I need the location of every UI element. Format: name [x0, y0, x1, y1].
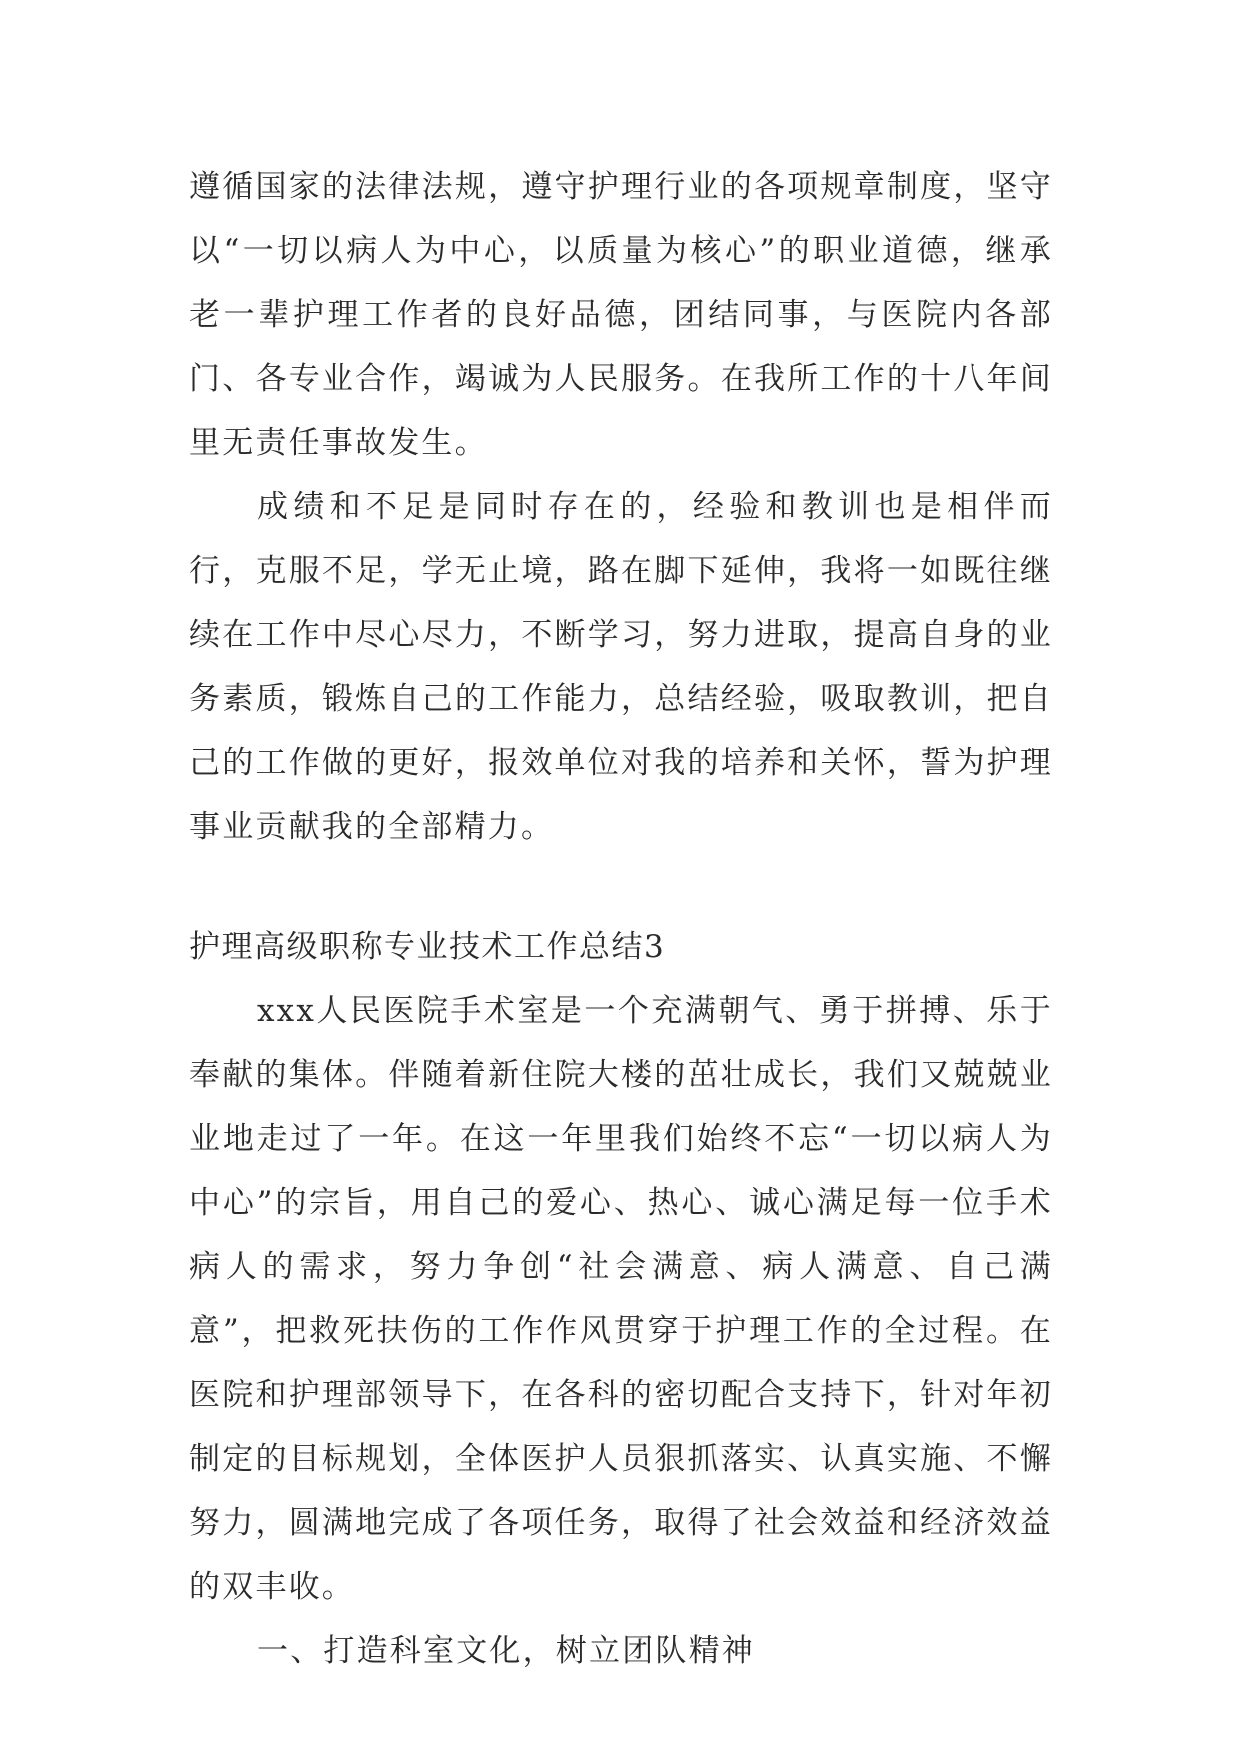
document-body [189, 155, 1053, 1683]
paragraph-achievements: 成绩和不足是同时存在的，经验和教训也是相伴而行，克服不足，学无止境，路在脚下延伸，我将一如既往继续在工作中尽心尽力，不断学习，努力进取，提高自身的业务素质，锻炼自己的工作能力，总结经验，吸取教训，把自己的工作做的更好，报效单位对我的培养和关怀，誓为护理事业贡献我的全部精力。 [189, 489, 1053, 845]
paragraph-intro: xxx人民医院手术室是一个充满朝气、勇于拼搏、乐于奉献的集体。伴随着新住院大楼的茁壮成长，我们又兢兢业业地走过了一年。在这一年里我们始终不忘“一切以病人为中心”的宗旨，用自己的爱心、热心、诚心满足每一位手术病人的需求，努力争创“社会满意、病人满意、自己满意”，把救死扶伤的工作作风贯穿于护理工作的全过程。在医院和护理部领导下，在各科的密切配合支持下，针对年初制定的目标规划，全体医护人员狠抓落实、认真实施、不懈努力，圆满地完成了各项任务，取得了社会效益和经济效益的双丰收。 [189, 993, 1053, 1605]
subsection-heading: 一、打造科室文化，树立团队精神 [257, 1633, 755, 1669]
paragraph-continuation: 遵循国家的法律法规，遵守护理行业的各项规章制度，坚守以“一切以病人为中心，以质量为核心”的职业道德，继承老一辈护理工作者的良好品德，团结同事，与医院内各部门、各专业合作，竭诚为人民服务。在我所工作的十八年间里无责任事故发生。 [189, 169, 1053, 461]
section-title: 护理高级职称专业技术工作总结3 [189, 929, 666, 965]
section-spacer [189, 859, 1053, 915]
